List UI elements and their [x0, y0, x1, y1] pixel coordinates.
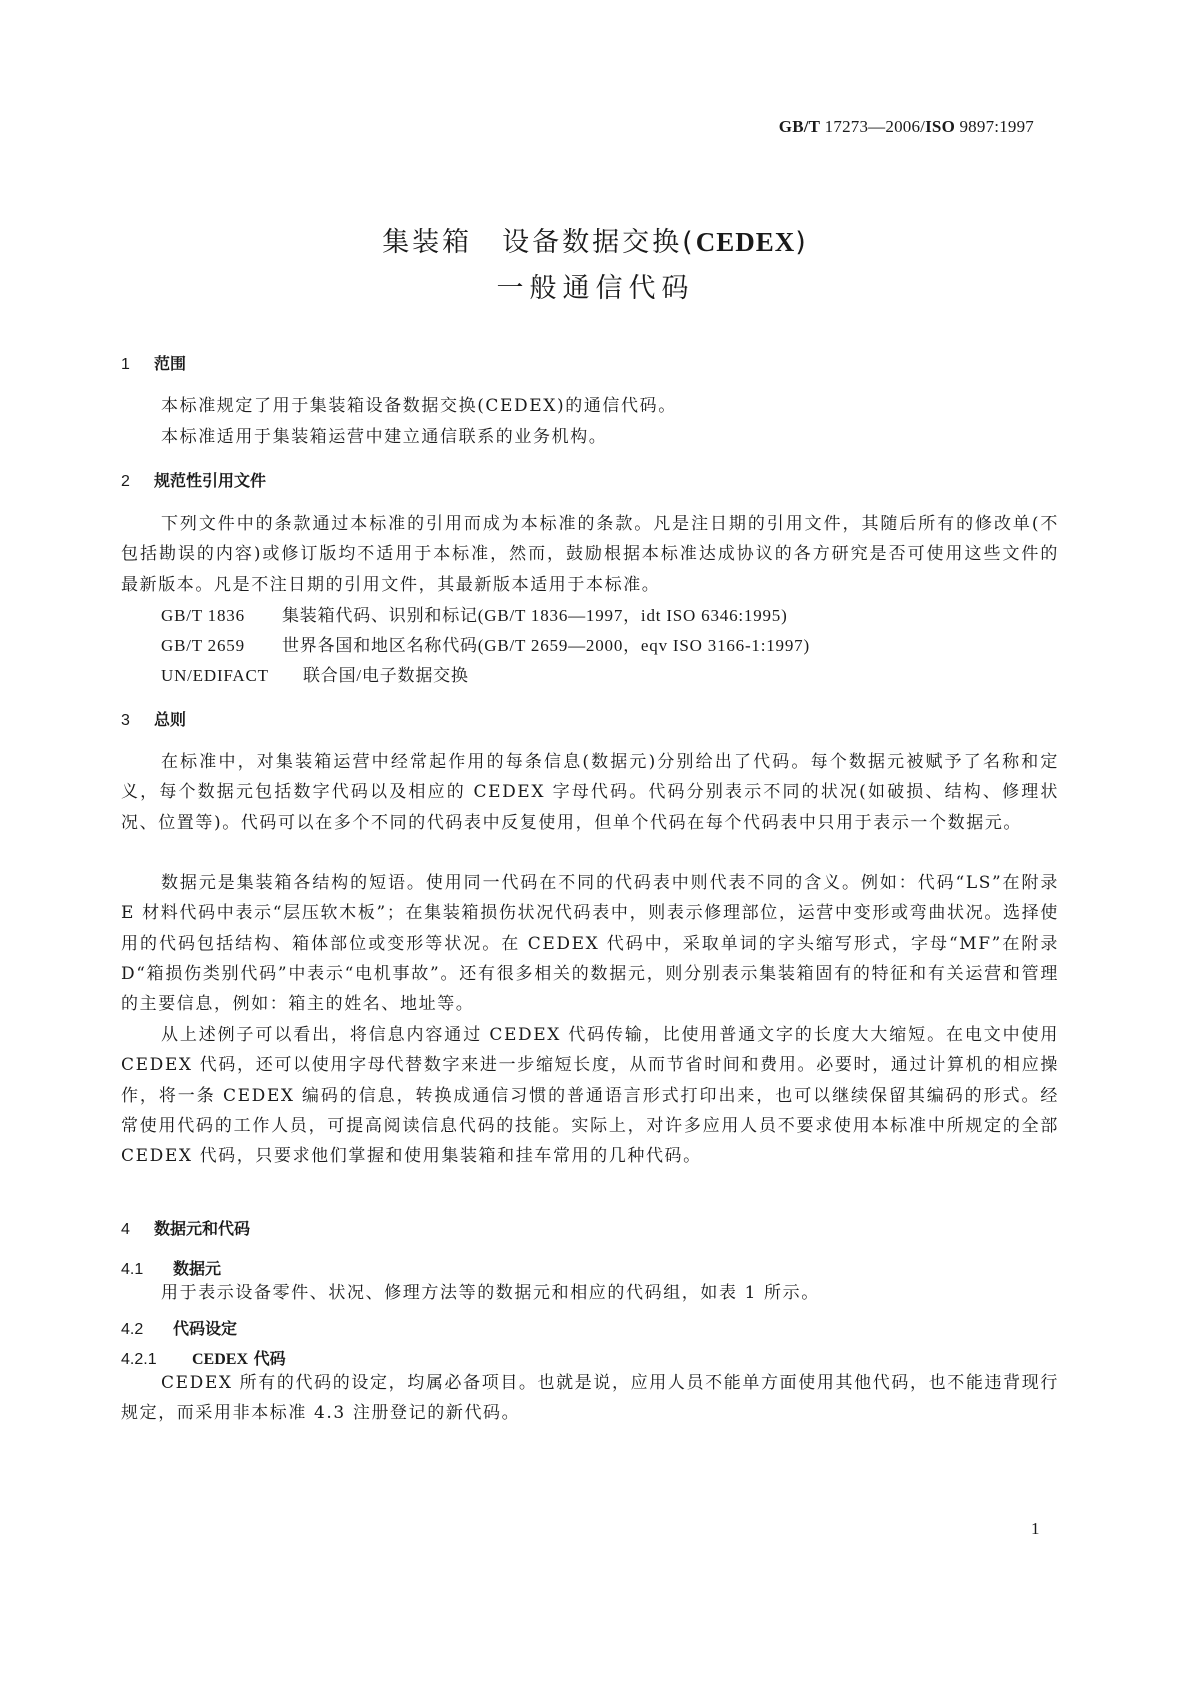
section-4-1-heading: [121, 1256, 221, 1279]
document-title-line-2: 一般通信代码: [496, 273, 695, 304]
section-title-latin: CEDEX: [192, 1351, 249, 1368]
section-number: 2: [121, 473, 130, 490]
section-number: 4.2: [121, 1321, 144, 1338]
section-2-heading: [121, 468, 266, 491]
section-title: 范围: [154, 354, 187, 373]
section-3-paragraph-1: 在标准中，对集装箱运营中经常起作用的每条信息(数据元)分别给出了代码。每个数据元被赋予了名称和定义，每个数据元包括数字代码以及相应的 CEDEX 字母代码。代码分别表示不同的状况(如破损、结构、修理状况、位置等)。代码可以在多个不同的代码表中反复使用，但单个代码在每个代码表中只用于表示一个数据元。: [121, 752, 1059, 833]
section-4-1-paragraph: 用于表示设备零件、状况、修理方法等的数据元和相应的代码组，如表 1 所示。: [161, 1283, 820, 1303]
section-3-heading: [121, 707, 186, 730]
title-cn: 集装箱 设备数据交换(: [382, 227, 696, 258]
section-2-paragraph: 下列文件中的条款通过本标准的引用而成为本标准的条款。凡是注日期的引用文件，其随后所有的修改单(不包括勘误的内容)或修订版均不适用于本标准，然而，鼓励根据本标准达成协议的各方研究是否可使用这些文件的最新版本。凡是不注日期的引用文件，其最新版本适用于本标准。: [121, 514, 1059, 595]
reference-text: 世界各国和地区名称代码(GB/T 2659—2000，eqv ISO 3166-1:1997): [282, 636, 810, 655]
page-number: 1: [1031, 1519, 1040, 1538]
section-title: 规范性引用文件: [154, 471, 267, 490]
section-title: 数据元和代码: [154, 1219, 251, 1238]
section-3-paragraph-3: 从上述例子可以看出，将信息内容通过 CEDEX 代码传输，比使用普通文字的长度大大缩短。在电文中使用 CEDEX 代码，还可以使用字母代替数字来进一步缩短长度，从而节省时间和费用。必要时，通过计算机的相应操作，将一条 CEDEX 编码的信息，转换成通信习惯的普通语言形式打印出来，也可以继续保留其编码的形式。经常使用代码的工作人员，可提高阅读信息代码的技能。实际上，对许多应用人员不要求使用本标准中所规定的全部 CEDEX 代码，只要求他们掌握和使用集装箱和挂车常用的几种代码。: [121, 1025, 1059, 1167]
title-latin: CEDEX: [695, 227, 796, 257]
section-4-2-heading: [121, 1316, 237, 1339]
reference-item: [161, 661, 469, 686]
header-iso-prefix: ISO: [925, 117, 956, 136]
reference-text: 联合国/电子数据交换: [303, 666, 469, 685]
section-title: 数据元: [173, 1259, 222, 1278]
header-gb-prefix: GB/T: [778, 117, 821, 136]
header-iso-number: 9897:1997: [959, 117, 1034, 136]
section-title-cn: 代码: [253, 1349, 286, 1368]
reference-code: GB/T 2659: [161, 636, 245, 655]
reference-text: 集装箱代码、识别和标记(GB/T 1836—1997，idt ISO 6346:1995): [282, 606, 788, 625]
section-3-paragraph-2: 数据元是集装箱各结构的短语。使用同一代码在不同的代码表中则代表不同的含义。例如：代码“LS”在附录 E 材料代码中表示“层压软木板”；在集装箱损伤状况代码表中，则表示修理部位，运营中变形或弯曲状况。选择使用的代码包括结构、箱体部位或变形等状况。在 CEDEX 代码中，采取单词的字头缩写形式，字母“MF”在附录 D“箱损伤类别代码”中表示“电机事故”。还有很多相关的数据元，则分别表示集装箱固有的特征和有关运营和管理的主要信息，例如：箱主的姓名、地址等。: [121, 873, 1059, 1015]
reference-code: UN/EDIFACT: [161, 666, 269, 685]
section-number: 1: [121, 356, 130, 373]
section-4-2-1-paragraph: CEDEX 所有的代码的设定，均属必备项目。也就是说，应用人员不能单方面使用其他代码，也不能违背现行规定，而采用非本标准 4.3 注册登记的新代码。: [121, 1373, 1059, 1424]
section-1-heading: [121, 351, 186, 374]
section-number: 4.2.1: [121, 1351, 157, 1368]
section-1-paragraph-1: 本标准规定了用于集装箱设备数据交换(CEDEX)的通信代码。: [161, 396, 677, 416]
reference-item: [161, 601, 788, 626]
standard-number-header: [779, 117, 1034, 137]
section-number: 3: [121, 712, 130, 729]
section-number: 4.1: [121, 1261, 144, 1278]
section-title: 代码设定: [173, 1319, 238, 1338]
section-4-2-1-heading: [121, 1346, 286, 1369]
header-gb-number: 17273—2006/: [824, 117, 926, 136]
section-number: 4: [121, 1221, 130, 1238]
section-title: 总则: [154, 710, 187, 729]
document-title-line-1: [0, 220, 1191, 259]
section-4-heading: [121, 1216, 250, 1239]
title-close-paren: ): [795, 227, 809, 258]
section-1-paragraph-2: 本标准适用于集装箱运营中建立通信联系的业务机构。: [161, 427, 608, 447]
reference-item: [161, 631, 810, 656]
reference-code: GB/T 1836: [161, 606, 245, 625]
